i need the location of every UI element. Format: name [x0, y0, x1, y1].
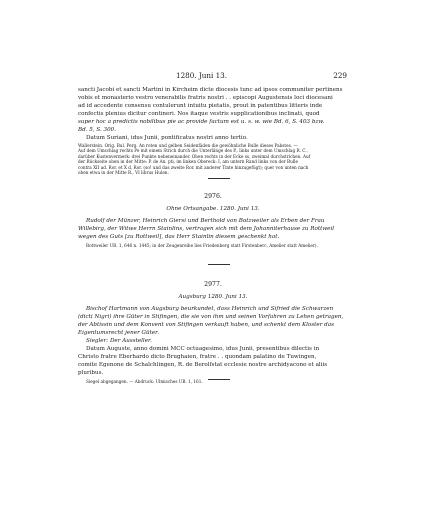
body-line: Bd. 5, S. 300.	[78, 127, 117, 133]
document-number: 2976.	[204, 193, 222, 200]
note-line: Wallerstein. Orig. Bul. Perg. An roten und gelben Seidenfäden die gewöhnliche Bulle dieses Pabstes. —	[78, 143, 298, 148]
body-line: vobis et monasterio vestro venerabilis fratris nostri . . episcopi Augustensis loci diocesani	[78, 95, 333, 101]
summary-line: Bischof Hartmann von Augsburg beurkundet, dass Heinrich und Sifried die Schwarzen	[86, 306, 334, 312]
summary-line: (dicti Nigri) ihre Güter in Stifingen, die sie von ihm und seinen Vorfahren zu Lehen getragen,	[78, 314, 344, 320]
document-summary	[78, 217, 348, 241]
summary-line: Eigentumsrecht jener Güter.	[78, 330, 160, 336]
summary-line: der Abtissin und dem Konvent von Stifingen verkauft haben, und schenkt dem Kloster das	[78, 322, 334, 328]
body-line: Datum Auguste, anno domini MCC octuagesimo, idus Junii, presentibus dilectis in	[86, 346, 320, 352]
datum-line: Datum Suriani, idus Junii, pontificatus nostri anno tertio.	[86, 135, 248, 141]
running-head	[0, 71, 439, 81]
note-line: Auf dem Umschlag rechts Pe mit einem Strich durch die Unterlänge des P., links unter dem Umschlag R. C.,	[78, 148, 309, 154]
section-divider	[208, 264, 230, 265]
section-divider	[208, 178, 230, 179]
document-number: 2977.	[204, 281, 222, 288]
body-line: ad id accedente consensu contulerunt intuitu pietatis, prout in patentibus litteris inde	[78, 103, 323, 109]
previous-document-continuation	[78, 86, 348, 175]
summary-line: Willebirg, der Witwe Herrn Stainlins, vertragen sich mit dem Johanniterhause zu Rottweil	[78, 226, 335, 232]
document-dateline: Ohne Ortsangabe. 1280. Juni 13.	[166, 206, 260, 212]
summary-line: Rudolf der Münzer, Heinrich Giersi und Berthold von Botzweiler als Erben der Frau	[86, 218, 325, 224]
body-line: pluribus.	[78, 370, 104, 376]
summary-line: wegen des Guts [zu Rottweil], das Herr Stainlin diesem geschenkt hat.	[78, 234, 280, 240]
body-line: confectis plenius dicitur contineri. Nos itaque vestris supplicationibus inclinati, quod	[78, 111, 320, 117]
archival-notes	[78, 143, 348, 175]
body-line: super hoc a predictis nobilibus pie ac provide factum est u. s. w. wie Bd. 6, S. 403 bzw.	[78, 119, 325, 125]
document-2976	[78, 193, 348, 248]
body-line: comite Egenone de Schalchlingen, R. de Berolfstat ecclesie nostre archidyacono et aliis	[78, 362, 328, 368]
body-line: Christo fratre Eberhardo dicto Brughaien, fratre . . quondam palatino de Tuwingen,	[78, 354, 317, 360]
body-text	[78, 345, 348, 377]
source-note: Siegel abgegangen. — Abdruck: Ulmisches UB. 1, 161.	[86, 379, 203, 384]
note-line: contra XII ad. Ror. et X d. Ror. (so! und das zweite Ror. mit anderer Tinte hinzugefügt); quer von unten nach	[78, 164, 309, 170]
body-line: sancti Jacobi et sancti Martini in Kircheim dicte diocesis tunc ad ipsos communiter pertinens	[78, 87, 343, 93]
note-line: oben etwa in der Mitte R., VI librus Hulen.	[78, 170, 169, 176]
document-summary	[78, 305, 348, 345]
document-dateline: Augsburg 1280. Juni 13.	[178, 294, 248, 300]
body-text	[78, 86, 348, 142]
note-line: darüber Kustenvermerk: drei Punkte nebeneinander. Oben rechts in der Ecke ss, zweimal durchstrichen. Auf	[78, 153, 311, 159]
section-divider	[208, 379, 230, 380]
document-2977	[78, 281, 348, 384]
running-head-date: 1280. Juni 13.	[176, 71, 228, 80]
siegler-line: Siegler: Der Aussteller.	[86, 338, 152, 344]
note-line: der Rückseite oben in der Mitte: P. de An. pti, im linken Obereck: I, am untern Rand links von der Bulle	[78, 159, 298, 165]
source-note: Rottweiler UB. 1, 646 n. 1445; in der Zeugenreihe lies Friedenberg statt Firstenberc, Amelier statt Amelier).	[86, 243, 318, 248]
page-number: 229	[333, 71, 347, 80]
